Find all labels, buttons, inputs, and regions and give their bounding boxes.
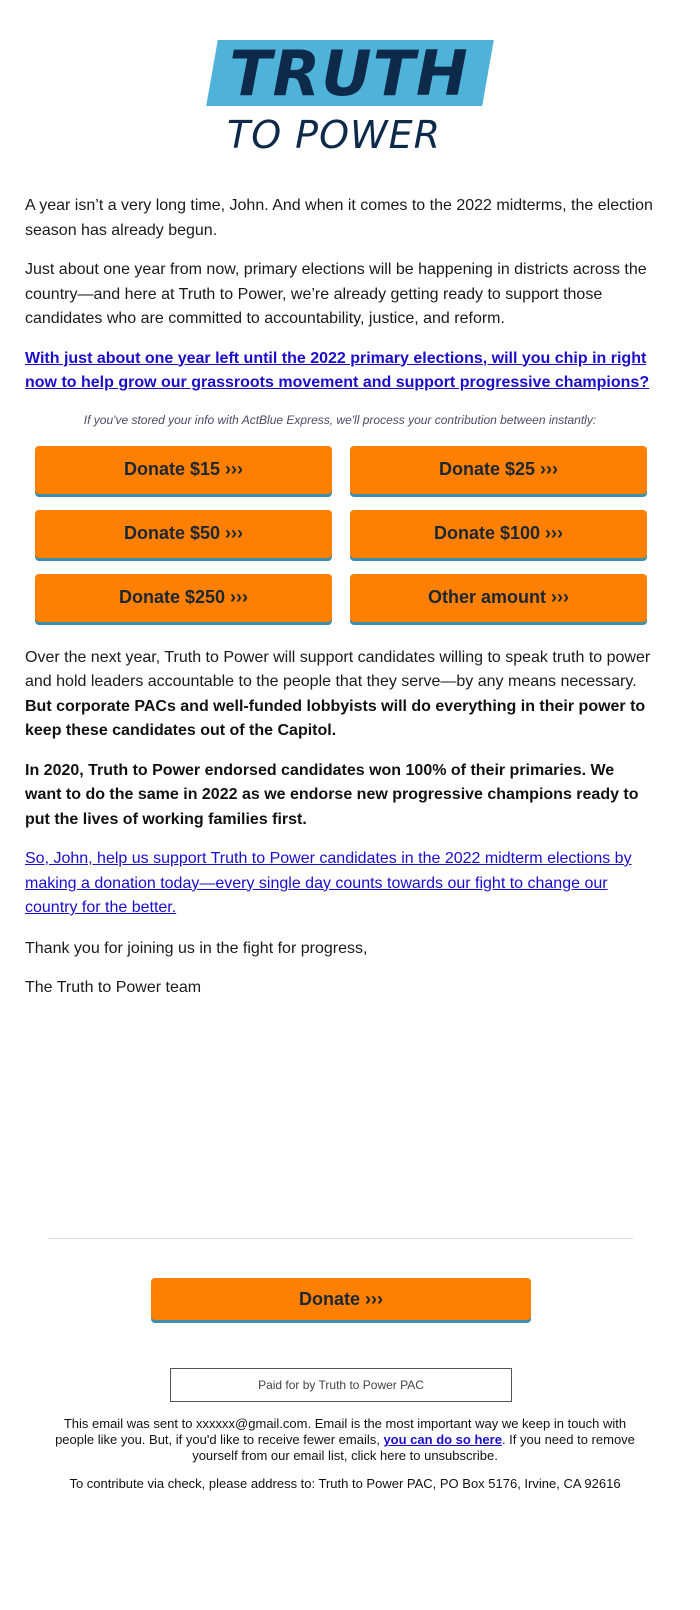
paragraph-2020 (25, 759, 655, 833)
donate-50-button[interactable]: Donate $50 ››› (35, 510, 332, 558)
cta-link-chip-in[interactable]: With just about one year left until the 2022 primary elections, will you chip in right now to help grow our grassroots movement and support progressive champions? (25, 349, 650, 391)
footer-sent-to (50, 1416, 640, 1464)
logo-line2: TO POWER (226, 113, 441, 157)
donate-main-button[interactable]: Donate ››› (151, 1278, 531, 1320)
paragraph-intro: A year isn’t a very long time, John. And when it comes to the 2022 midterms, the election season has already begun. (25, 197, 653, 239)
footer-divider (48, 1238, 633, 1239)
email-body (25, 194, 655, 1016)
truth-to-power-logo (204, 38, 494, 158)
footer-text-after: . If you need to remove yourself from our email list, click here to unsubscribe. (192, 1432, 635, 1463)
donate-15-button[interactable]: Donate $15 ››› (35, 446, 332, 494)
donate-25-button[interactable]: Donate $25 ››› (350, 446, 647, 494)
logo-line1: TRUTH (229, 37, 469, 110)
donate-button-grid (35, 446, 655, 622)
paragraph-primaries: Just about one year from now, primary elections will be happening in districts across the country—and here at Truth to Power, we’re already getting ready to support those candidates who are committed to accountability, justice, and reform. (25, 261, 647, 327)
email-footer (50, 1416, 640, 1504)
thanks-line: Thank you for joining us in the fight for progress, (25, 939, 368, 957)
paragraph-next-year-bold: But corporate PACs and well-funded lobbyists will do everything in their power to keep these candidates out of the Capitol. (25, 697, 646, 739)
footer-text-before: This email was sent to xxxxxx@gmail.com. Email is the most important way we keep in touch with people like you. But, if you'd like to receive fewer emails, (55, 1416, 627, 1447)
cta-link-donate-today[interactable]: So, John, help us support Truth to Power candidates in the 2022 midterm elections by making a donation today—every single day counts towards our fight to change our country for the better. (25, 850, 632, 916)
fewer-emails-link[interactable]: you can do so here (383, 1432, 502, 1447)
footer-address: To contribute via check, please address to: Truth to Power PAC, PO Box 5176, Irvine, CA 92616 (69, 1476, 621, 1491)
donate-250-button[interactable]: Donate $250 ››› (35, 574, 332, 622)
signature: The Truth to Power team (25, 979, 202, 996)
other-amount-button[interactable]: Other amount ››› (350, 574, 647, 622)
paid-for-disclaimer: Paid for by Truth to Power PAC (170, 1368, 512, 1402)
paragraph-next-year (25, 646, 655, 744)
paragraph-next-year-text: Over the next year, Truth to Power will support candidates willing to speak truth to power and hold leaders accountable to the people that they serve—by any means necessary. (25, 648, 651, 690)
paragraph-2020-bold: In 2020, Truth to Power endorsed candidates won 100% of their primaries. We want to do the same in 2022 as we endorse new progressive champions ready to put the lives of working families first. (25, 761, 639, 828)
donate-100-button[interactable]: Donate $100 ››› (350, 510, 647, 558)
actblue-note: If you've stored your info with ActBlue Express, we'll process your contribution between instantly: (83, 412, 597, 427)
